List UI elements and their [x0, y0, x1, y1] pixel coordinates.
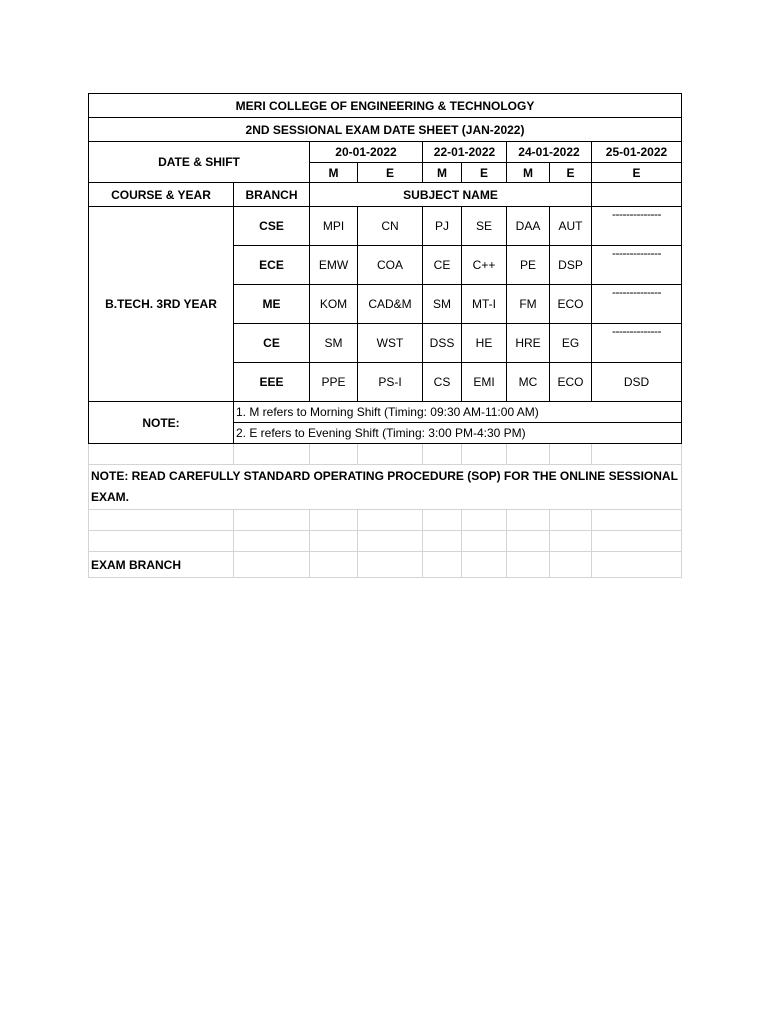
subject-cell: SM — [423, 285, 462, 324]
note-line: 2. E refers to Evening Shift (Timing: 3:00 PM-4:30 PM) — [234, 423, 682, 444]
shift-header: M — [310, 163, 358, 183]
subject-cell: -------------- — [592, 246, 682, 285]
date-sheet-table — [88, 93, 682, 578]
subject-cell: -------------- — [592, 207, 682, 246]
subject-cell: PS-I — [358, 363, 423, 402]
subject-cell: CS — [423, 363, 462, 402]
subject-cell: -------------- — [592, 324, 682, 363]
subject-cell: DSS — [423, 324, 462, 363]
subject-cell: MPI — [310, 207, 358, 246]
course-year-label: COURSE & YEAR — [89, 183, 234, 207]
subject-cell: PPE — [310, 363, 358, 402]
subject-cell: PJ — [423, 207, 462, 246]
sop-note: NOTE: READ CAREFULLY STANDARD OPERATING PROCEDURE (SOP) FOR THE ONLINE SESSIONAL EXAM. — [89, 465, 682, 510]
branch-cell: CSE — [234, 207, 310, 246]
subject-cell: CAD&M — [358, 285, 423, 324]
subject-cell: KOM — [310, 285, 358, 324]
shift-header: M — [507, 163, 550, 183]
subject-cell: ECO — [550, 363, 592, 402]
branch-cell: ECE — [234, 246, 310, 285]
subject-cell: MC — [507, 363, 550, 402]
branch-cell: CE — [234, 324, 310, 363]
subject-cell: PE — [507, 246, 550, 285]
branch-label: BRANCH — [234, 183, 310, 207]
college-name: MERI COLLEGE OF ENGINEERING & TECHNOLOGY — [89, 94, 682, 118]
subject-cell: EG — [550, 324, 592, 363]
subject-cell: WST — [358, 324, 423, 363]
note-label: NOTE: — [89, 402, 234, 444]
date-header: 20-01-2022 — [310, 142, 423, 163]
table-row — [89, 207, 682, 246]
subject-cell: DSD — [592, 363, 682, 402]
shift-header: E — [550, 163, 592, 183]
date-header: 25-01-2022 — [592, 142, 682, 163]
note-line: 1. M refers to Morning Shift (Timing: 09:30 AM-11:00 AM) — [234, 402, 682, 423]
subject-cell: FM — [507, 285, 550, 324]
subject-cell: DSP — [550, 246, 592, 285]
subject-cell: -------------- — [592, 285, 682, 324]
subject-cell: CE — [423, 246, 462, 285]
date-shift-label: DATE & SHIFT — [89, 142, 310, 183]
branch-cell: ME — [234, 285, 310, 324]
course-year-value: B.TECH. 3RD YEAR — [89, 207, 234, 402]
branch-cell: EEE — [234, 363, 310, 402]
subject-cell: C++ — [462, 246, 507, 285]
shift-header: E — [358, 163, 423, 183]
date-header: 24-01-2022 — [507, 142, 592, 163]
exam-branch-label: EXAM BRANCH — [89, 552, 234, 578]
shift-header: M — [423, 163, 462, 183]
subject-cell: COA — [358, 246, 423, 285]
shift-header: E — [592, 163, 682, 183]
date-header: 22-01-2022 — [423, 142, 507, 163]
shift-header: E — [462, 163, 507, 183]
sheet-title: 2ND SESSIONAL EXAM DATE SHEET (JAN-2022) — [89, 118, 682, 142]
subject-cell: CN — [358, 207, 423, 246]
empty-cell — [592, 183, 682, 207]
subject-name-label: SUBJECT NAME — [310, 183, 592, 207]
subject-cell: MT-I — [462, 285, 507, 324]
subject-cell: HE — [462, 324, 507, 363]
subject-cell: HRE — [507, 324, 550, 363]
subject-cell: SM — [310, 324, 358, 363]
subject-cell: SE — [462, 207, 507, 246]
subject-cell: ECO — [550, 285, 592, 324]
subject-cell: EMW — [310, 246, 358, 285]
subject-cell: DAA — [507, 207, 550, 246]
subject-cell: AUT — [550, 207, 592, 246]
subject-cell: EMI — [462, 363, 507, 402]
